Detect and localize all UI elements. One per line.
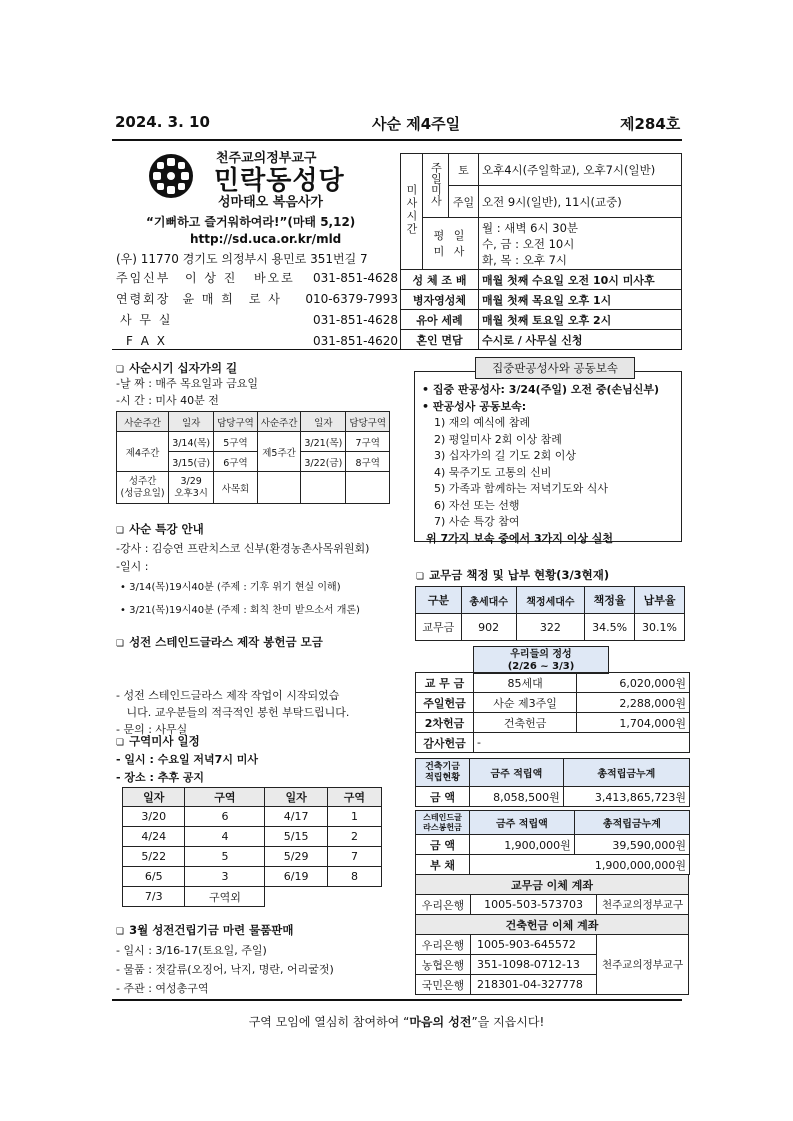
sunday-label: 주일 — [449, 186, 479, 218]
glass-title: ❏ 성전 스테인드글라스 제작 봉헌금 모금 — [116, 634, 323, 650]
parish-url[interactable]: http://sd.uca.or.kr/mld — [190, 232, 342, 246]
adoration-label: 성 체 조 배 — [401, 270, 479, 290]
issue-date: 2024. 3. 10 — [115, 113, 210, 131]
section-rule — [112, 349, 682, 350]
sunday-time: 오전 9시(일반), 11시(교중) — [479, 186, 682, 218]
lecture-dates-label: -일시 : — [116, 560, 149, 573]
district-time: - 일시 : 수요일 저녁7시 미사 — [116, 753, 259, 766]
parish-logo-icon — [147, 152, 205, 200]
lecture-title: ❏ 사순 특강 안내 — [116, 521, 204, 537]
parish-name: 민락동성당 — [214, 166, 345, 196]
lecture-speaker: -강사 : 김승연 프란치스코 신부(환경농촌사목위원회) — [116, 542, 370, 555]
district-title: ❏ 구역미사 일정 — [116, 733, 200, 749]
sick-communion-label: 병자영성체 — [401, 290, 479, 310]
diocese-name: 천주교의정부교구 — [216, 151, 317, 166]
penance-content: • 집중 판공성사: 3/24(주일) 오전 중(손님신부) • 판공성사 공동보속: 1) 재의 예식에 참례 2) 평일미사 2회 이상 참례 3) 십자가의 길 기도 2회 이상 4) 묵주기도 고통의 신비 5) 가족과 함께하는 저녁기도와 식사 6) 자선 또는 선행 7) 사순 특강 참여 위 7가지 보속 중에서 3가지 이상 실천 — [422, 383, 660, 545]
contact-row: 연령회장 윤 매 희 로 사 010-6379-7993 — [116, 292, 398, 306]
fund-table: 건축기금 적립현황 금주 적립액 총적립금누계 금 액 8,058,500원 3,413,865,723원 — [415, 758, 690, 807]
footer-message: 구역 모임에 열심히 참여하여 “마음의 성전”을 지읍시다! — [248, 1015, 545, 1029]
sale-info: - 일시 : 3/16-17(토요일, 주일) - 물품 : 젓갈류(오징어, 낙지, 명란, 어리굴젓) - 주관 : 여성총구역 — [116, 944, 334, 995]
glass-info: - 성전 스테인드글라스 제작 작업이 시작되었습 니다. 교우분들의 적극적인 봉헌 부탁드립니다. - 문의 : 사무실 — [116, 689, 350, 736]
bottom-rule — [112, 999, 682, 1001]
parish-patron: 성마태오 복음사가 — [218, 195, 323, 210]
cross-table: 사순주간 일자 담당구역 사순주간 일자 담당구역 제4주간 3/14(목) 5구역 제5주간 3/21(목) 7구역 3/15(금) 6구역 3/22(금) 8구역 성주간 (성금요일) 3/29 오후3시 사목회 — [116, 411, 390, 504]
marriage-label: 혼인 면담 — [401, 330, 479, 350]
mass-label: 미사시간 — [401, 154, 423, 270]
parish-address: (우) 11770 경기도 의정부시 용민로 351번길 7 — [116, 252, 368, 266]
contact-row: F A X 031-851-4620 — [126, 334, 398, 348]
marriage-value: 수시로 / 사무실 신청 — [479, 330, 682, 350]
offering-title: 우리들의 정성 (2/26 ~ 3/3) — [473, 646, 609, 674]
issue-number: 제284호 — [620, 115, 681, 133]
dues-table: 구분 총세대수 책정세대수 책정율 납부율 교무금 902 322 34.5% 30.1% — [415, 586, 685, 641]
saturday-label: 토 — [449, 154, 479, 186]
adoration-value: 매월 첫째 수요일 오전 10시 미사후 — [479, 270, 682, 290]
parish-motto: “기뻐하고 즐거워하여라!”(마태 5,12) — [146, 215, 356, 229]
district-place: - 장소 : 추후 공지 — [116, 771, 205, 784]
offering-table: 교 무 금 85세대 6,020,000원 주일헌금 사순 제3주일 2,288,000원 2차헌금 건축헌금 1,704,000원 감사헌금 - — [415, 672, 690, 753]
lecture-list: • 3/14(목)19시40분 (주제 : 기후 위기 현실 이해) • 3/21(목)19시40분 (주제 : 회칙 찬미 받으소서 개론) — [120, 582, 360, 616]
sunday-mass-label: 주일미사 — [423, 154, 449, 218]
contact-row: 사 무 실 031-851-4628 — [120, 313, 398, 327]
week-title: 사순 제4주일 — [372, 115, 461, 133]
contact-list — [116, 268, 398, 352]
top-rule — [112, 139, 682, 141]
glass-fund-table: 스테인드글 라스봉헌금 금주 적립액 총적립금누계 금 액 1,900,000원 39,590,000원 부 채 1,900,000,000원 — [415, 810, 690, 875]
cross-info: -날 짜 : 매주 목요일과 금요일 -시 간 : 미사 40분 전 — [116, 377, 259, 407]
contact-row: 주임신부 이 상 진 바오로 031-851-4628 — [116, 271, 398, 285]
mass-schedule-table — [400, 153, 682, 350]
infant-baptism-value: 매월 첫째 토요일 오후 2시 — [479, 310, 682, 330]
district-table: 일자 구역 일자 구역 3/20 6 4/17 1 4/24 4 5/15 2 5/22 5 5/29 7 6/5 3 6/19 8 7/3 구역외 — [122, 787, 382, 907]
sale-title: ❏ 3월 성전건립기금 마련 물품판매 — [116, 922, 294, 938]
penance-title: 집중판공성사와 공동보속 — [475, 357, 635, 379]
accounts-table: 교무금 이체 계좌 우리은행 1005-503-573703 천주교의정부교구 건축헌금 이체 계좌 우리은행 1005-903-645572 천주교의정부교구 농협은행 351-1098-0712-13 국민은행 218301-04-327778 — [415, 874, 689, 995]
saturday-time: 오후4시(주일학교), 오후7시(일반) — [479, 154, 682, 186]
dues-title: ❏ 교무금 책정 및 납부 현황(3/3현재) — [416, 567, 609, 583]
cross-title: ❏ 사순시기 십자가의 길 — [116, 360, 237, 376]
sick-communion-value: 매월 첫째 목요일 오후 1시 — [479, 290, 682, 310]
weekday-label: 평 일 미 사 — [423, 218, 479, 270]
weekday-times: 월 : 새벽 6시 30분 수, 금 : 오전 10시 화, 목 : 오후 7시 — [479, 218, 682, 270]
infant-baptism-label: 유아 세례 — [401, 310, 479, 330]
